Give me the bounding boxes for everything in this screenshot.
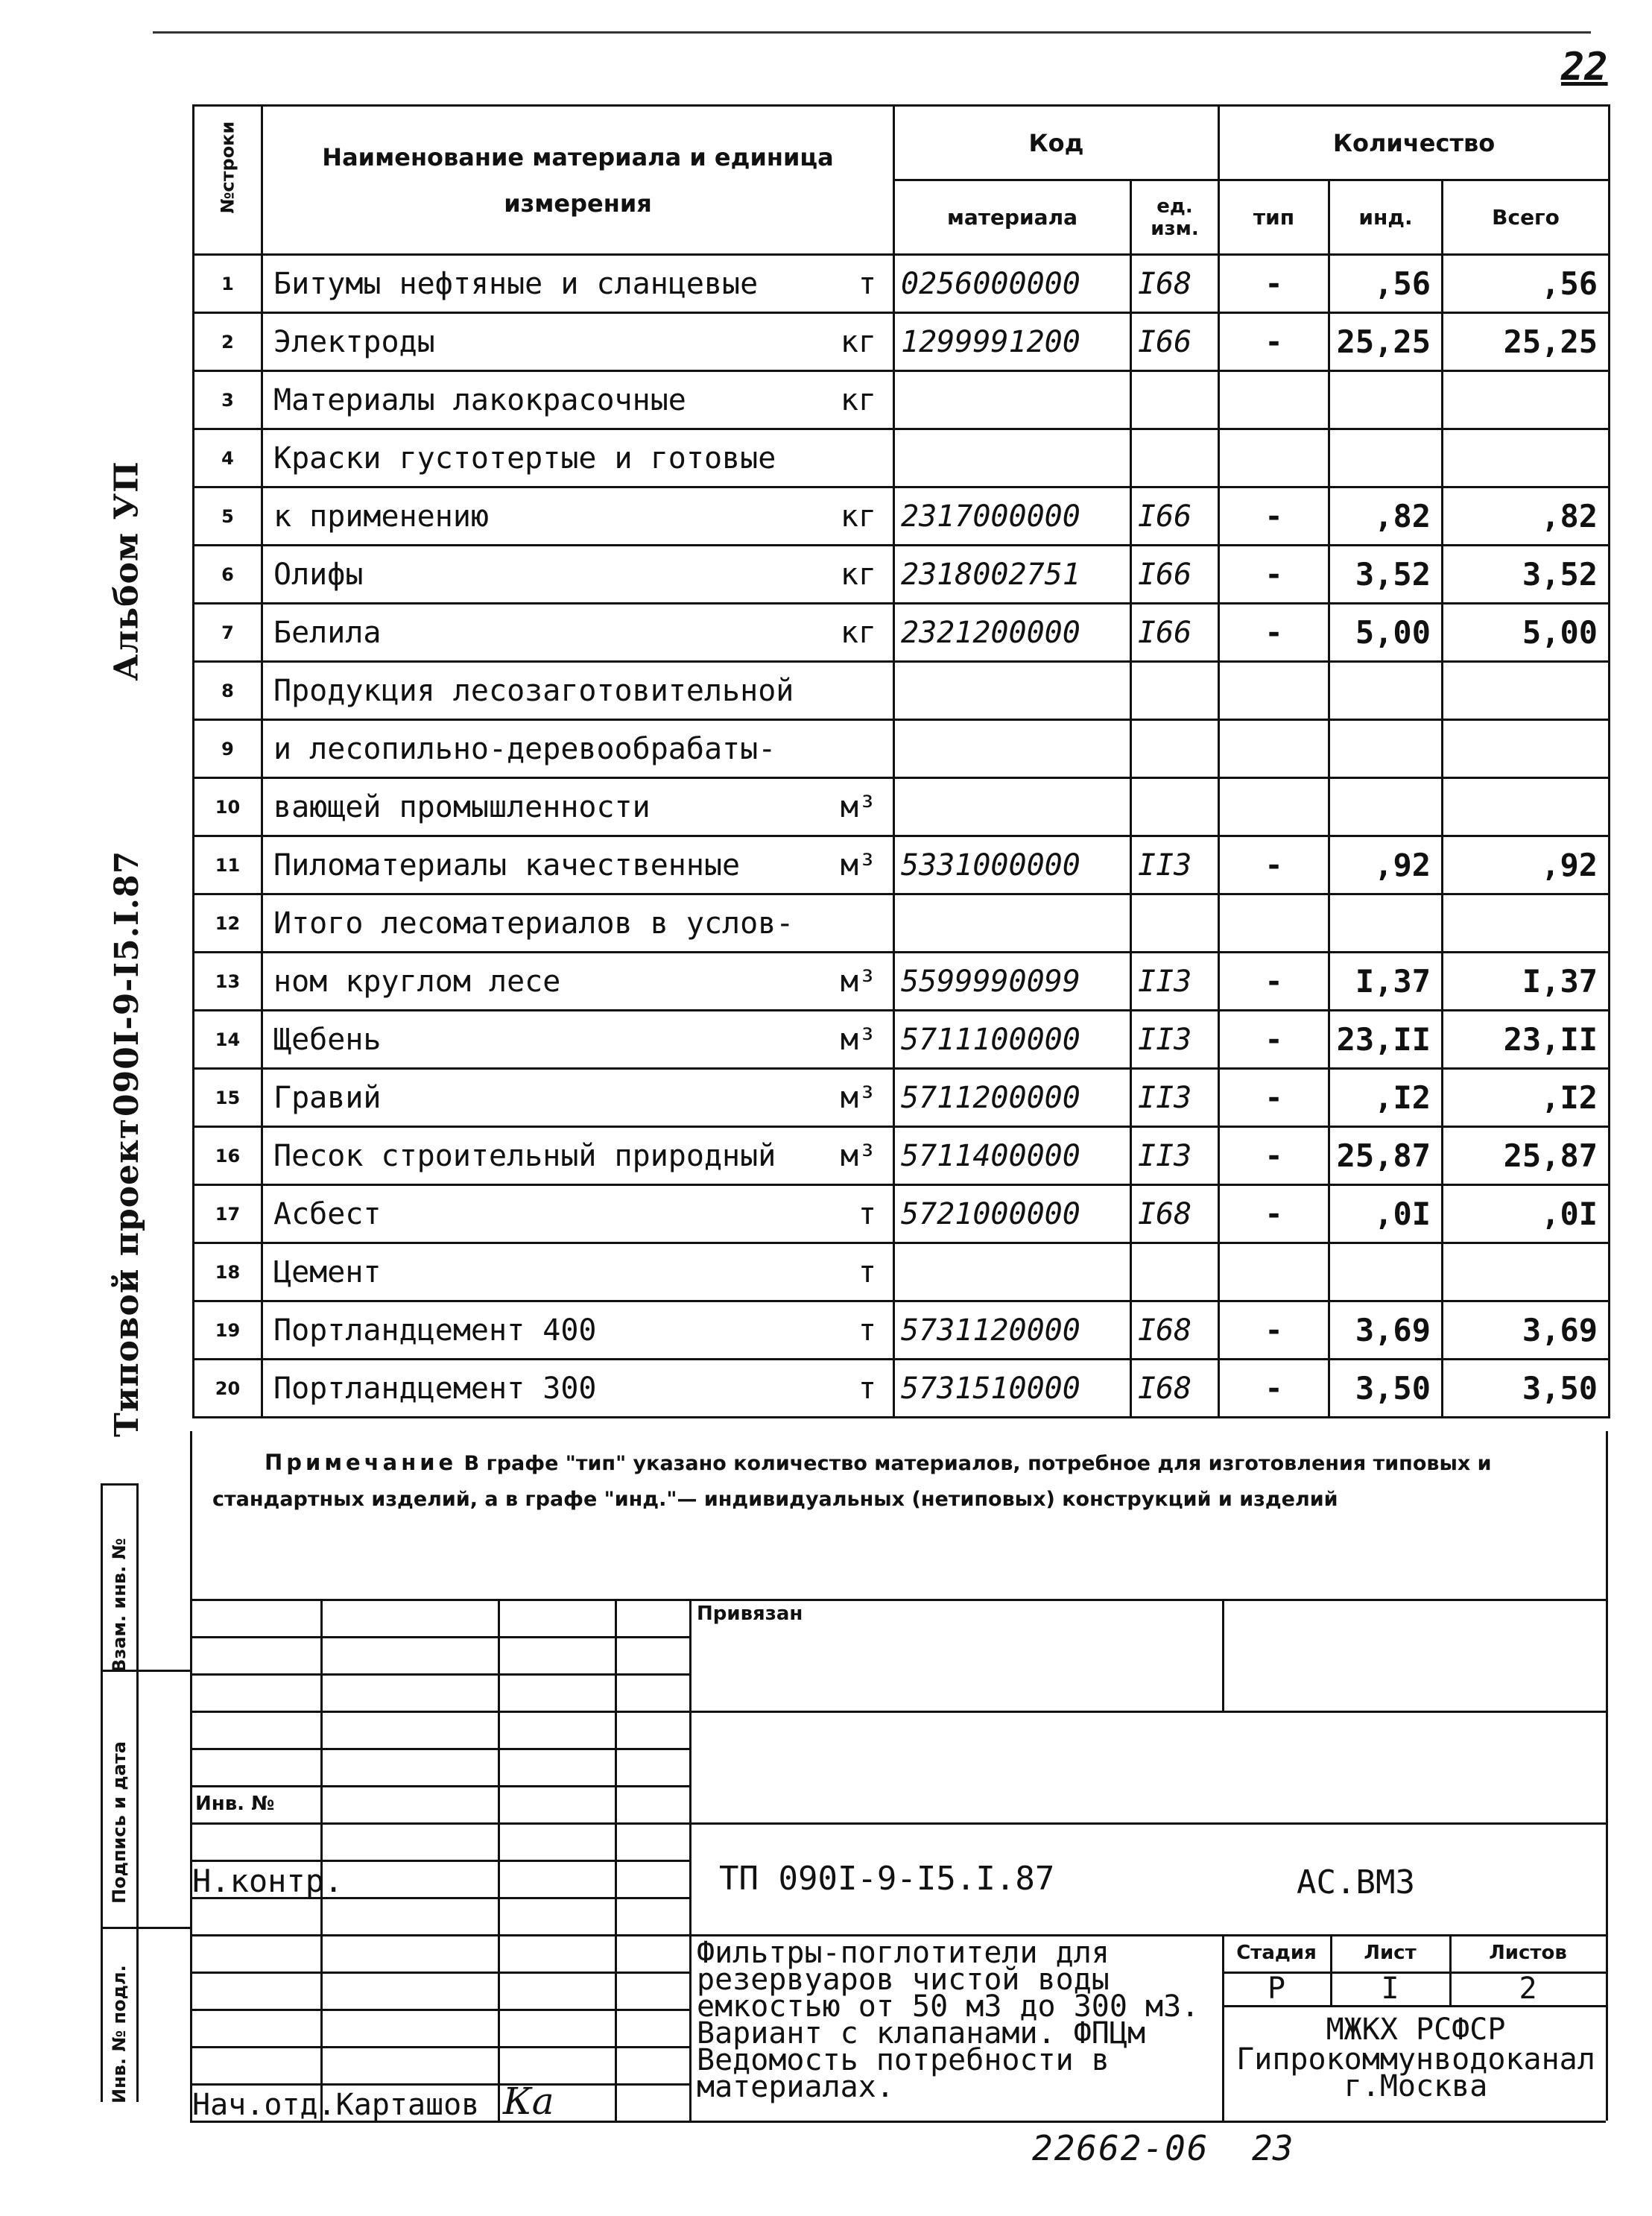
qty-total: I,37 bbox=[1443, 953, 1610, 1011]
qty-ind bbox=[1329, 894, 1443, 953]
material-name-text: ном круглом лесе bbox=[273, 964, 561, 999]
material-name bbox=[262, 429, 894, 487]
header-code-material: материала bbox=[894, 180, 1131, 255]
table-row bbox=[194, 487, 1610, 546]
material-name-text: Электроды bbox=[273, 324, 435, 359]
material-name bbox=[262, 1127, 894, 1185]
unit-code bbox=[1131, 720, 1219, 778]
header-row-number: №строки bbox=[194, 106, 262, 255]
material-name-text: Пиломатериалы качественные bbox=[273, 847, 741, 883]
unit-code bbox=[1131, 371, 1219, 429]
material-unit: т bbox=[858, 1254, 876, 1289]
unit-code: I68 bbox=[1131, 1301, 1219, 1360]
qty-total bbox=[1443, 1243, 1610, 1301]
material-name bbox=[262, 546, 894, 604]
qty-type: - bbox=[1219, 1360, 1329, 1418]
material-name-text: Продукция лесозаготовительной bbox=[273, 673, 794, 708]
qty-total: 3,50 bbox=[1443, 1360, 1610, 1418]
material-name bbox=[262, 313, 894, 371]
material-name bbox=[262, 836, 894, 894]
qty-type: - bbox=[1219, 546, 1329, 604]
unit-code bbox=[1131, 429, 1219, 487]
material-name-text: Материалы лакокрасочные bbox=[273, 382, 686, 417]
row-number: 5 bbox=[194, 487, 262, 546]
qty-ind: 3,50 bbox=[1329, 1360, 1443, 1418]
material-name-text: Итого лесоматериалов в услов- bbox=[273, 906, 794, 941]
unit-code: II3 bbox=[1131, 953, 1219, 1011]
table-row bbox=[194, 1301, 1610, 1360]
qty-ind bbox=[1329, 662, 1443, 720]
qty-type bbox=[1219, 429, 1329, 487]
material-name-text: Асбест bbox=[273, 1196, 382, 1231]
qty-ind: 23,II bbox=[1329, 1011, 1443, 1069]
material-name bbox=[262, 487, 894, 546]
row-number: 8 bbox=[194, 662, 262, 720]
material-name bbox=[262, 604, 894, 662]
qty-type: - bbox=[1219, 1185, 1329, 1243]
stamp-inv-label: Инв. № bbox=[195, 1793, 275, 1815]
qty-type: - bbox=[1219, 487, 1329, 546]
row-number: 18 bbox=[194, 1243, 262, 1301]
archive-number: 22662-06 bbox=[1032, 2128, 1209, 2168]
material-code bbox=[894, 778, 1131, 836]
qty-total: ,0I bbox=[1443, 1185, 1610, 1243]
qty-ind: 5,00 bbox=[1329, 604, 1443, 662]
unit-code: I68 bbox=[1131, 255, 1219, 313]
material-code bbox=[894, 662, 1131, 720]
material-name-text: Портландцемент 300 bbox=[273, 1371, 597, 1406]
stamp-sheets-value: 2 bbox=[1519, 1972, 1537, 2006]
note-lead: Примечание bbox=[265, 1450, 458, 1475]
qty-total: ,56 bbox=[1443, 255, 1610, 313]
stamp-inv-original: Инв. № подл. bbox=[109, 1965, 130, 2103]
table-row bbox=[194, 1360, 1610, 1418]
qty-ind bbox=[1329, 371, 1443, 429]
table-row bbox=[194, 1243, 1610, 1301]
unit-code: I66 bbox=[1131, 604, 1219, 662]
material-name bbox=[262, 1069, 894, 1127]
qty-total: 3,52 bbox=[1443, 546, 1610, 604]
row-number: 2 bbox=[194, 313, 262, 371]
material-name bbox=[262, 720, 894, 778]
stamp-ministry: МЖКХ РСФСР bbox=[1326, 2013, 1506, 2047]
material-unit: м³ bbox=[840, 1138, 876, 1173]
qty-total: 23,II bbox=[1443, 1011, 1610, 1069]
table-row bbox=[194, 313, 1610, 371]
header-quantity: Количество bbox=[1219, 106, 1610, 180]
note-text: В графе "тип" указано количество материалов, потребное для изготовления типовых и стандартных изделий, а в графе "инд."— индивидуальных (нетиповых) конструкций и изделий bbox=[212, 1452, 1492, 1511]
material-code: 2317000000 bbox=[894, 487, 1131, 546]
unit-code: I68 bbox=[1131, 1360, 1219, 1418]
qty-ind: 3,52 bbox=[1329, 546, 1443, 604]
material-code bbox=[894, 371, 1131, 429]
qty-ind bbox=[1329, 720, 1443, 778]
stamp-sheet-label: Лист bbox=[1364, 1942, 1417, 1964]
qty-ind: ,0I bbox=[1329, 1185, 1443, 1243]
material-code: 5711200000 bbox=[894, 1069, 1131, 1127]
stamp-column-left bbox=[101, 1483, 103, 2102]
row-number: 7 bbox=[194, 604, 262, 662]
material-unit: м³ bbox=[840, 1080, 876, 1115]
qty-type bbox=[1219, 1243, 1329, 1301]
material-name bbox=[262, 255, 894, 313]
qty-total: ,I2 bbox=[1443, 1069, 1610, 1127]
material-code bbox=[894, 1243, 1131, 1301]
material-name bbox=[262, 1011, 894, 1069]
table-row bbox=[194, 894, 1610, 953]
table-row bbox=[194, 371, 1610, 429]
qty-ind: 25,25 bbox=[1329, 313, 1443, 371]
material-name-text: Щебень bbox=[273, 1022, 382, 1057]
material-code: 2318002751 bbox=[894, 546, 1131, 604]
material-unit: кг bbox=[840, 557, 876, 592]
qty-total bbox=[1443, 662, 1610, 720]
table-row bbox=[194, 1185, 1610, 1243]
material-unit: кг bbox=[840, 615, 876, 650]
material-name-text: Гравий bbox=[273, 1080, 382, 1115]
material-code: 5711100000 bbox=[894, 1011, 1131, 1069]
qty-type: - bbox=[1219, 313, 1329, 371]
material-name bbox=[262, 1185, 894, 1243]
qty-type: - bbox=[1219, 255, 1329, 313]
signature-image: Ка bbox=[503, 2080, 554, 2123]
row-number: 9 bbox=[194, 720, 262, 778]
material-name-text: Краски густотертые и готовые bbox=[273, 441, 776, 476]
material-unit: м³ bbox=[840, 964, 876, 999]
stamp-linked-label: Привязан bbox=[697, 1603, 803, 1625]
material-name-text: Портландцемент 400 bbox=[273, 1313, 597, 1348]
stamp-doc-mark: АС.ВМЗ bbox=[1297, 1863, 1415, 1901]
row-number: 14 bbox=[194, 1011, 262, 1069]
qty-total bbox=[1443, 371, 1610, 429]
materials-table bbox=[192, 104, 1610, 1418]
stamp-sheets-label: Листов bbox=[1489, 1942, 1567, 1964]
project-type-label: Типовой проект bbox=[108, 1117, 146, 1437]
stamp-sheet-value: I bbox=[1381, 1972, 1399, 2006]
material-unit: м³ bbox=[840, 1022, 876, 1057]
table-row bbox=[194, 604, 1610, 662]
material-code: 5731510000 bbox=[894, 1360, 1131, 1418]
row-number: 1 bbox=[194, 255, 262, 313]
qty-type: - bbox=[1219, 953, 1329, 1011]
stamp-column-right bbox=[136, 1483, 139, 2102]
archive-sheet: 23 bbox=[1252, 2128, 1294, 2168]
row-number: 11 bbox=[194, 836, 262, 894]
unit-code: II3 bbox=[1131, 1069, 1219, 1127]
table-row bbox=[194, 255, 1610, 313]
header-qty-ind: инд. bbox=[1329, 180, 1443, 255]
row-number: 15 bbox=[194, 1069, 262, 1127]
qty-type bbox=[1219, 662, 1329, 720]
material-code: 1299991200 bbox=[894, 313, 1131, 371]
header-name: Наименование материала и единица измерения bbox=[262, 106, 894, 255]
table-row bbox=[194, 1127, 1610, 1185]
material-name-text: к применению bbox=[273, 499, 489, 534]
unit-code bbox=[1131, 662, 1219, 720]
qty-total: ,92 bbox=[1443, 836, 1610, 894]
qty-type bbox=[1219, 894, 1329, 953]
material-code: 2321200000 bbox=[894, 604, 1131, 662]
qty-type: - bbox=[1219, 836, 1329, 894]
row-number: 4 bbox=[194, 429, 262, 487]
stamp-stage-value: Р bbox=[1267, 1972, 1286, 2006]
row-number: 12 bbox=[194, 894, 262, 953]
header-qty-total: Всего bbox=[1443, 180, 1610, 255]
material-name bbox=[262, 371, 894, 429]
stamp-sign-date: Подпись и дата bbox=[109, 1741, 130, 1904]
header-qty-type: тип bbox=[1219, 180, 1329, 255]
qty-type bbox=[1219, 371, 1329, 429]
row-number: 13 bbox=[194, 953, 262, 1011]
unit-code bbox=[1131, 778, 1219, 836]
material-name-text: вающей промышленности bbox=[273, 789, 651, 824]
table-row bbox=[194, 778, 1610, 836]
material-unit: т bbox=[858, 1196, 876, 1231]
material-code bbox=[894, 894, 1131, 953]
qty-ind: ,82 bbox=[1329, 487, 1443, 546]
unit-code: I66 bbox=[1131, 313, 1219, 371]
header-code: Код bbox=[894, 106, 1219, 180]
project-code-vertical: 090I-9-I5.I.87 bbox=[108, 850, 146, 1117]
material-name bbox=[262, 1360, 894, 1418]
table-note bbox=[212, 1445, 1606, 1518]
material-unit: кг bbox=[840, 324, 876, 359]
qty-ind bbox=[1329, 778, 1443, 836]
row-number: 6 bbox=[194, 546, 262, 604]
qty-total: 3,69 bbox=[1443, 1301, 1610, 1360]
table-row bbox=[194, 662, 1610, 720]
material-code: 5599990099 bbox=[894, 953, 1131, 1011]
material-code: 5731120000 bbox=[894, 1301, 1131, 1360]
qty-type: - bbox=[1219, 604, 1329, 662]
stamp-doc-title: Фильтры-поглотители для резервуаров чистой воды емкостью от 50 м3 до 300 м3. Вариант с клапанами. ФПЦм Ведомость потребности в материалах. bbox=[697, 1936, 1200, 2104]
material-unit: кг bbox=[840, 499, 876, 534]
stamp-norm-control: Н.контр. bbox=[192, 1863, 344, 1899]
top-rule bbox=[153, 31, 1591, 34]
material-code bbox=[894, 429, 1131, 487]
table-row bbox=[194, 953, 1610, 1011]
unit-code: I68 bbox=[1131, 1185, 1219, 1243]
material-unit: м³ bbox=[840, 847, 876, 883]
unit-code: II3 bbox=[1131, 836, 1219, 894]
qty-ind: 3,69 bbox=[1329, 1301, 1443, 1360]
unit-code bbox=[1131, 894, 1219, 953]
table-row bbox=[194, 429, 1610, 487]
material-code: 0256000000 bbox=[894, 255, 1131, 313]
material-name-text: Белила bbox=[273, 615, 382, 650]
qty-type: - bbox=[1219, 1011, 1329, 1069]
material-unit: т bbox=[858, 1313, 876, 1348]
row-number: 17 bbox=[194, 1185, 262, 1243]
material-unit: т bbox=[858, 266, 876, 301]
qty-ind: I,37 bbox=[1329, 953, 1443, 1011]
material-code: 5711400000 bbox=[894, 1127, 1131, 1185]
material-name-text: Битумы нефтяные и сланцевые bbox=[273, 266, 759, 301]
row-number: 20 bbox=[194, 1360, 262, 1418]
page-number: 22 bbox=[1561, 45, 1608, 89]
stamp-replace-inv: Взам. инв. № bbox=[109, 1538, 130, 1673]
unit-code bbox=[1131, 1243, 1219, 1301]
qty-total: 5,00 bbox=[1443, 604, 1610, 662]
table-row bbox=[194, 546, 1610, 604]
qty-ind: 25,87 bbox=[1329, 1127, 1443, 1185]
qty-total bbox=[1443, 720, 1610, 778]
row-number: 16 bbox=[194, 1127, 262, 1185]
row-number: 10 bbox=[194, 778, 262, 836]
qty-total bbox=[1443, 429, 1610, 487]
qty-ind bbox=[1329, 429, 1443, 487]
material-name-text: Песок строительный природный bbox=[273, 1138, 776, 1173]
material-name bbox=[262, 1243, 894, 1301]
qty-total bbox=[1443, 778, 1610, 836]
qty-type bbox=[1219, 720, 1329, 778]
qty-ind: ,I2 bbox=[1329, 1069, 1443, 1127]
material-code: 5721000000 bbox=[894, 1185, 1131, 1243]
material-name-text: и лесопильно-деревообрабаты- bbox=[273, 731, 776, 766]
unit-code: I66 bbox=[1131, 487, 1219, 546]
material-unit: т bbox=[858, 1371, 876, 1406]
qty-total bbox=[1443, 894, 1610, 953]
material-code bbox=[894, 720, 1131, 778]
table-row bbox=[194, 1069, 1610, 1127]
qty-ind bbox=[1329, 1243, 1443, 1301]
qty-total: 25,25 bbox=[1443, 313, 1610, 371]
material-name-text: Олифы bbox=[273, 557, 364, 592]
material-name bbox=[262, 953, 894, 1011]
qty-ind: ,92 bbox=[1329, 836, 1443, 894]
qty-total: ,82 bbox=[1443, 487, 1610, 546]
stamp-doc-code: ТП 090I-9-I5.I.87 bbox=[719, 1860, 1055, 1898]
material-name bbox=[262, 894, 894, 953]
album-label: Альбом УП bbox=[107, 461, 146, 681]
table-row bbox=[194, 836, 1610, 894]
row-number: 3 bbox=[194, 371, 262, 429]
qty-type: - bbox=[1219, 1069, 1329, 1127]
row-number: 19 bbox=[194, 1301, 262, 1360]
material-unit: кг bbox=[840, 382, 876, 417]
material-unit: м³ bbox=[840, 789, 876, 824]
material-name bbox=[262, 662, 894, 720]
stamp-head-dept: Нач.отд.Карташов bbox=[192, 2088, 480, 2122]
qty-type bbox=[1219, 778, 1329, 836]
material-code: 5331000000 bbox=[894, 836, 1131, 894]
table-row bbox=[194, 720, 1610, 778]
stamp-organization: Гипрокоммунводоканал г.Москва bbox=[1236, 2042, 1595, 2103]
material-name bbox=[262, 1301, 894, 1360]
unit-code: I66 bbox=[1131, 546, 1219, 604]
qty-total: 25,87 bbox=[1443, 1127, 1610, 1185]
qty-ind: ,56 bbox=[1329, 255, 1443, 313]
unit-code: II3 bbox=[1131, 1127, 1219, 1185]
material-name-text: Цемент bbox=[273, 1254, 382, 1289]
stamp-stage-label: Стадия bbox=[1236, 1942, 1317, 1964]
qty-type: - bbox=[1219, 1127, 1329, 1185]
header-code-unit: ед. изм. bbox=[1131, 180, 1219, 255]
unit-code: II3 bbox=[1131, 1011, 1219, 1069]
material-name bbox=[262, 778, 894, 836]
table-row bbox=[194, 1011, 1610, 1069]
qty-type: - bbox=[1219, 1301, 1329, 1360]
